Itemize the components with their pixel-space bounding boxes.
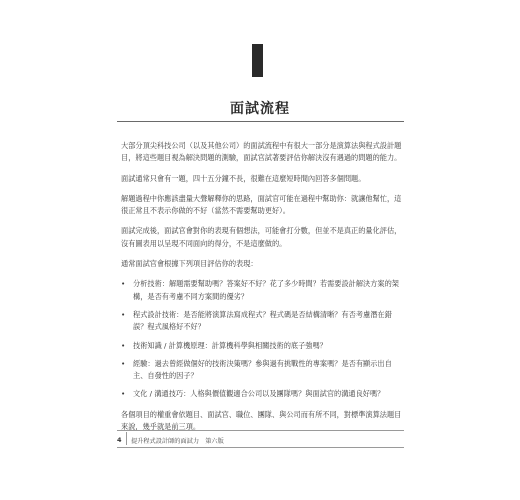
chapter-title: 面試流程 <box>230 101 290 117</box>
paragraph: 面試完成後，面試官會對你的表現有個想法，可能會打分數，但並不是真正的量化評估，沒有圖表用以呈現不同面向的得分，不是這麼做的。 <box>121 226 402 248</box>
criteria-list <box>121 278 403 400</box>
page-number: 4 <box>117 436 122 444</box>
list-item <box>121 340 403 352</box>
chapter-marker-bar <box>252 44 263 77</box>
running-footer-title: 提升程式設計師的面試力 第六版 <box>131 438 224 445</box>
list-item-text: 經驗：過去曾經做個好的技術決策嗎？參與過有挑戰性的專案嗎？是否有顯示出自主、自發性的因子？ <box>133 358 392 381</box>
footer-divider <box>126 432 127 445</box>
paragraph: 解題過程中你應該盡量大聲解釋你的思路，面試官可能在過程中幫助你：就讓他幫忙，這很正常且不表示你做的不好（當然不需要幫助更好）。 <box>121 193 402 216</box>
paragraph: 大部分頂尖科技公司（以及其他公司）的面試流程中有很大一部分是演算法與程式設計題目，將這些題目視為解決問題的測驗，面試官試著要評估你解決沒有遇過的問題的能力。 <box>121 141 402 163</box>
list-item-text: 程式設計技術：是否能將演算法寫成程式？程式碼是否結構清晰？有否考慮潛在錯誤？程式風格好不好？ <box>133 309 392 332</box>
list-item-text: 技術知識 / 計算機原理：計算機科學與相關技術的底子強嗎？ <box>133 340 327 350</box>
bullet-icon: • <box>121 309 126 319</box>
bullet-icon: • <box>121 389 126 399</box>
paragraph: 面試通常只會有一題，四十五分鐘不長，很難在這麼短時間內回答多個問題。 <box>121 173 366 183</box>
bullet-icon: • <box>121 358 126 368</box>
footer-bottom-rule <box>117 447 404 448</box>
list-item <box>121 278 403 303</box>
list-item <box>121 309 403 334</box>
list-item-text: 文化 / 溝通技巧：人格與價值觀適合公司以及團隊嗎？與面試官的溝通良好嗎？ <box>133 389 385 399</box>
bullet-icon: • <box>121 340 126 350</box>
list-item-text: 分析技術：解題需要幫助嗎？答案好不好？花了多少時間？若需要設計解決方案的架構，是否有考慮不同方案間的優劣？ <box>133 279 399 301</box>
list-item <box>121 358 403 383</box>
list-item <box>121 388 403 400</box>
title-rule <box>117 121 404 122</box>
paragraph: 各個項目的權重會依題目、面試官、職位、團隊、與公司而有所不同，對標準演算法題目來說，幾乎就是前三項。 <box>121 409 402 432</box>
body-text <box>121 140 403 441</box>
bullet-icon: • <box>121 279 126 289</box>
paragraph: 通常面試官會根據下列項目評估你的表現： <box>121 259 258 269</box>
footer-top-rule <box>117 430 404 431</box>
